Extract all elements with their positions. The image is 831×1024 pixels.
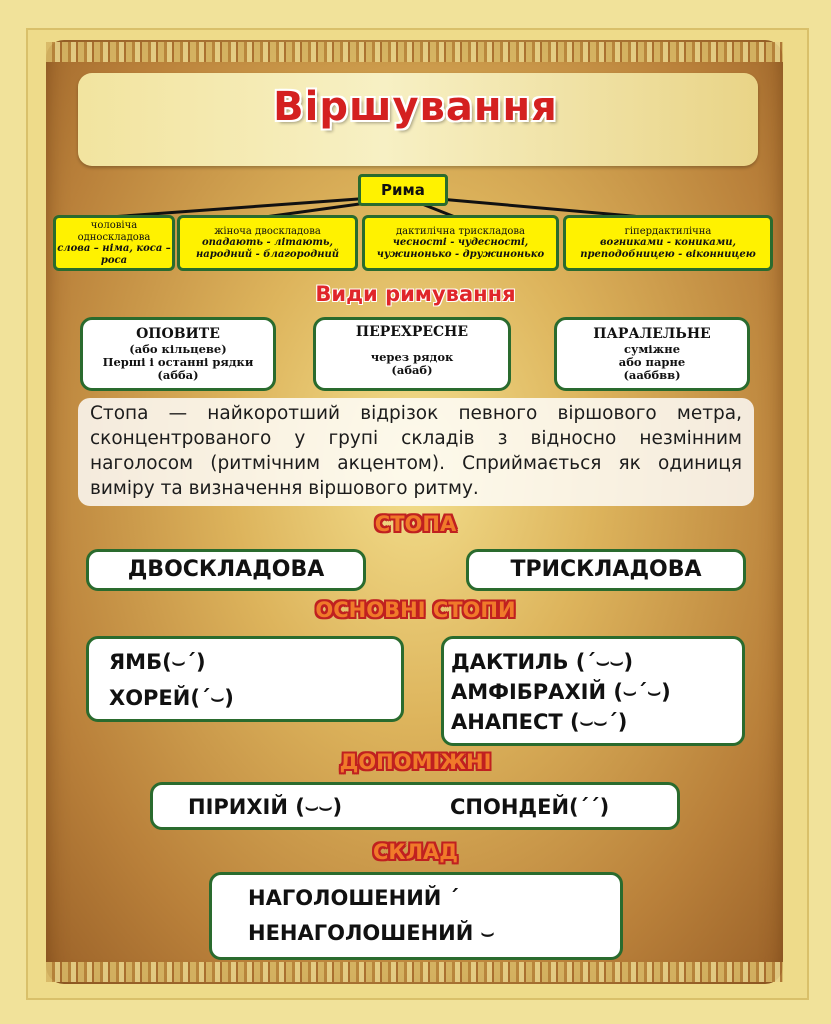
rhyme-type-name: чоловіча односкладова bbox=[77, 220, 151, 243]
rhyme-type-examples: чесності - чудесності, чужинонько - дружинонько bbox=[376, 237, 545, 260]
rhyming-type-line: або парне bbox=[618, 355, 686, 369]
foot-definition: Стопа — найкоротший відрізок певного віршового метра, сконцентрованого у групі складів з відносно незмінним наголосом (ритмічним акцентом). Сприймається як одиниця виміру та визначення віршового ритму. bbox=[78, 398, 754, 506]
rhyming-type-cross bbox=[313, 317, 511, 391]
syllable-unstressed: НЕНАГОЛОШЕНИЙ ⌣ bbox=[248, 921, 495, 945]
rhyming-type-line: (абаб) bbox=[391, 363, 433, 377]
three-syllable-feet-box bbox=[441, 636, 745, 746]
rhyming-type-line: через рядок bbox=[370, 350, 454, 364]
syllable-stressed: НАГОЛОШЕНИЙ ˊ bbox=[248, 886, 460, 910]
foot-dactyl: ДАКТИЛЬ (ˊ⌣⌣) bbox=[451, 650, 634, 674]
rhyme-type-name: гіпердактилічна bbox=[624, 225, 712, 237]
rhyming-type-line: Перші і останні рядки bbox=[102, 355, 254, 369]
rhyming-type-line: (ааббвв) bbox=[623, 368, 681, 382]
rhyming-types-heading: Види римування bbox=[315, 282, 516, 306]
two-syllable-feet-box bbox=[86, 636, 404, 722]
page-title: Віршування bbox=[273, 84, 558, 130]
rhyme-type-examples: опадають - літають, народний - благородний bbox=[195, 237, 340, 260]
rhyme-type-masculine bbox=[53, 215, 175, 271]
foot-two-syllable-box: ДВОСКЛАДОВА bbox=[86, 549, 366, 591]
syllable-heading: СКЛАД bbox=[373, 840, 458, 864]
bottom-ornament-border bbox=[46, 962, 783, 982]
rhyming-type-parallel bbox=[554, 317, 750, 391]
main-feet-heading: ОСНОВНІ СТОПИ bbox=[315, 598, 516, 622]
foot-three-syllable-box: ТРИСКЛАДОВА bbox=[466, 549, 746, 591]
rhyme-type-examples: вогниками - кониками, преподобницею - віконницею bbox=[580, 237, 756, 260]
foot-trochee: ХОРЕЙ(ˊ⌣) bbox=[109, 686, 234, 710]
rhyme-root-box: Рима bbox=[358, 174, 448, 206]
rhyme-type-hyperdactylic bbox=[563, 215, 773, 271]
rhyming-type-line: суміжне bbox=[623, 342, 681, 356]
foot-pyrrhic: ПІРИХІЙ (⌣⌣) bbox=[188, 795, 343, 819]
rhyme-type-feminine bbox=[177, 215, 358, 271]
rhyme-type-dactylic bbox=[362, 215, 559, 271]
auxiliary-feet-box bbox=[150, 782, 680, 830]
rhyming-type-line: (або кільцеве) bbox=[129, 342, 227, 356]
foot-spondee: СПОНДЕЙ(ˊˊ) bbox=[450, 795, 610, 819]
foot-heading: СТОПА bbox=[374, 512, 457, 536]
foot-iamb: ЯМБ(⌣ˊ) bbox=[109, 650, 206, 674]
syllable-box bbox=[209, 872, 623, 960]
foot-anapest: АНАПЕСТ (⌣⌣ˊ) bbox=[451, 710, 628, 734]
rhyming-type-enclosing bbox=[80, 317, 276, 391]
foot-amphibrach: АМФІБРАХІЙ (⌣ˊ⌣) bbox=[451, 680, 671, 704]
rhyming-type-name: ОПОВИТЕ bbox=[136, 326, 220, 342]
rhyme-type-examples: слова – німа, коса – роса bbox=[57, 243, 171, 266]
rhyme-type-name: дактилічна трискладова bbox=[395, 225, 526, 237]
auxiliary-heading: ДОПОМІЖНІ bbox=[339, 750, 492, 774]
rhyme-type-name: жіноча двоскладова bbox=[214, 225, 321, 237]
rhyming-type-name: ПАРАЛЕЛЬНЕ bbox=[593, 326, 711, 342]
rhyming-type-line: (абба) bbox=[157, 368, 199, 382]
rhyming-type-name: ПЕРЕХРЕСНЕ bbox=[355, 324, 469, 340]
